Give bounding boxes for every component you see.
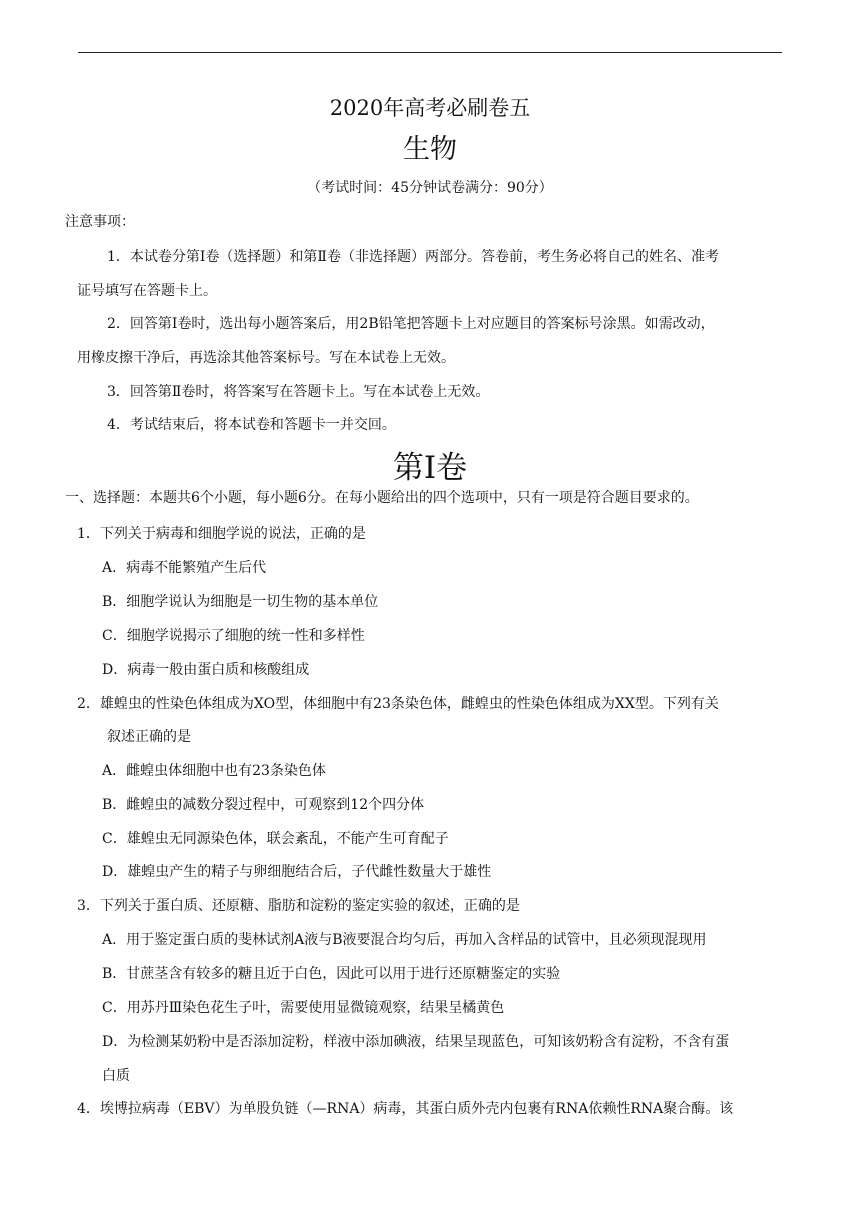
- question-2-option-b: B．雌蝗虫的减数分裂过程中，可观察到12个四分体: [102, 797, 425, 813]
- notice-item-4: 4．考试结束后，将本试卷和答题卡一并交回。: [107, 417, 396, 433]
- section-title: 第Ⅰ卷: [392, 450, 468, 486]
- question-2-stem: 2．雄蝗虫的性染色体组成为XO型，体细胞中有23条染色体，雌蝗虫的性染色体组成为XX型。下列有关: [77, 696, 719, 712]
- question-2-option-c: C．雄蝗虫无同源染色体，联会紊乱，不能产生可育配子: [102, 831, 449, 847]
- question-1-option-a: A．病毒不能繁殖产生后代: [102, 560, 267, 576]
- question-2-option-d: D．雄蝗虫产生的精子与卵细胞结合后，子代雌性数量大于雄性: [102, 864, 492, 880]
- question-4-stem: 4．埃博拉病毒（EBV）为单股负链（—RNA）病毒，其蛋白质外壳内包裹有RNA依赖性RNA聚合酶。该: [77, 1101, 734, 1117]
- question-3-option-c: C．用苏丹Ⅲ染色花生子叶，需要使用显微镜观察，结果呈橘黄色: [102, 1000, 505, 1016]
- question-3-option-d-continued: 白质: [102, 1068, 130, 1084]
- question-2-stem-continued: 叙述正确的是: [107, 729, 191, 745]
- notice-item-3: 3．回答第Ⅱ卷时，将答案写在答题卡上。写在本试卷上无效。: [107, 384, 490, 400]
- notice-item-1-continued: 证号填写在答题卡上。: [77, 283, 217, 299]
- question-3-stem: 3．下列关于蛋白质、还原糖、脂肪和淀粉的鉴定实验的叙述，正确的是: [77, 898, 520, 914]
- question-3-option-b: B．甘蔗茎含有较多的糖且近于白色，因此可以用于进行还原糖鉴定的实验: [102, 966, 561, 982]
- question-2-option-a: A．雌蝗虫体细胞中也有23条染色体: [102, 763, 326, 779]
- question-1-option-d: D．病毒一般由蛋白质和核酸组成: [102, 662, 310, 678]
- question-3-option-d: D．为检测某奶粉中是否添加淀粉，样液中添加碘液，结果呈现蓝色，可知该奶粉含有淀粉，不含有蛋: [102, 1034, 730, 1050]
- exam-info: （考试时间：45分钟试卷满分：90分）: [307, 180, 553, 196]
- notice-item-2-continued: 用橡皮擦干净后，再选涂其他答案标号。写在本试卷上无效。: [77, 350, 455, 366]
- notice-item-1: 1．本试卷分第Ⅰ卷（选择题）和第Ⅱ卷（非选择题）两部分。答卷前，考生务必将自己的姓名、准考: [107, 249, 719, 265]
- question-1-option-b: B．细胞学说认为细胞是一切生物的基本单位: [102, 594, 379, 610]
- notice-item-2: 2．回答第Ⅰ卷时，选出每小题答案后，用2B铅笔把答题卡上对应题目的答案标号涂黑。如需改动，: [107, 316, 715, 332]
- subject-title: 生物: [403, 134, 457, 165]
- exam-title: 2020年高考必刷卷五: [329, 96, 531, 120]
- question-1-option-c: C．细胞学说揭示了细胞的统一性和多样性: [102, 628, 365, 644]
- question-3-option-a: A．用于鉴定蛋白质的斐林试剂A液与B液要混合均匀后，再加入含样品的试管中，且必须现混现用: [102, 932, 707, 948]
- notice-heading: 注意事项：: [65, 214, 135, 230]
- question-1-stem: 1．下列关于病毒和细胞学说的说法，正确的是: [77, 526, 366, 542]
- header-rule: [78, 52, 782, 53]
- section-instruction: 一、选择题：本题共6个小题，每小题6分。在每小题给出的四个选项中，只有一项是符合题目要求的。: [65, 490, 699, 506]
